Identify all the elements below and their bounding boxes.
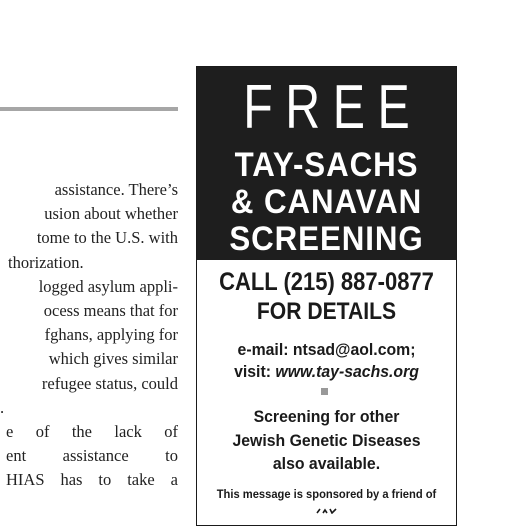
ad-visit-label: visit: <box>234 362 271 381</box>
article-line: ent assistance to <box>6 446 178 466</box>
ad-call-block <box>213 267 441 327</box>
ad-headline-line: SCREENING <box>229 220 424 258</box>
article-line: . <box>0 397 5 417</box>
ad-sponsor-line: This message is sponsored by a friend of <box>216 487 437 501</box>
ad-phone: CALL (215) 887-0877 <box>219 268 434 296</box>
article-line: refugee status, could <box>41 373 178 393</box>
ad-contact-block <box>206 339 447 383</box>
ad-email[interactable]: e-mail: ntsad@aol.com; <box>237 340 416 359</box>
article-line: e of the lack of <box>6 421 178 441</box>
article-line: assistance. There’s <box>54 180 178 199</box>
ad-headline-line: TAY-SACHS <box>234 146 419 184</box>
article-line: usion about whether <box>44 204 178 224</box>
ad-free-heading: FREE <box>243 73 423 142</box>
article-line: fghans, applying for <box>44 325 178 345</box>
ad-website-link[interactable]: www.tay-sachs.org <box>275 362 419 381</box>
article-line: ocess means that for <box>43 300 178 320</box>
sponsor-logo-fragment-icon <box>316 508 338 514</box>
ad-headline-line: & CANAVAN <box>230 183 423 221</box>
article-line: thorization. <box>8 252 84 272</box>
article-line: HIAS has to take a <box>6 470 178 490</box>
article-line: tome to the U.S. with <box>36 228 178 248</box>
separator-square-icon <box>321 388 328 395</box>
ad-for-details: FOR DETAILS <box>256 298 397 325</box>
ad-header-block <box>197 67 456 260</box>
section-divider-rule <box>0 107 178 111</box>
ad-visit-line <box>206 361 447 383</box>
article-line: logged asylum appli- <box>38 276 178 296</box>
ad-more-line: also available. <box>272 454 381 473</box>
ad-more-line: Screening for other <box>253 407 400 426</box>
screening-advertisement <box>196 66 457 526</box>
article-line: which gives similar <box>48 349 178 369</box>
ad-more-line: Jewish Genetic Diseases <box>232 430 421 450</box>
article-column <box>0 178 178 492</box>
ad-more-screening <box>206 405 447 476</box>
